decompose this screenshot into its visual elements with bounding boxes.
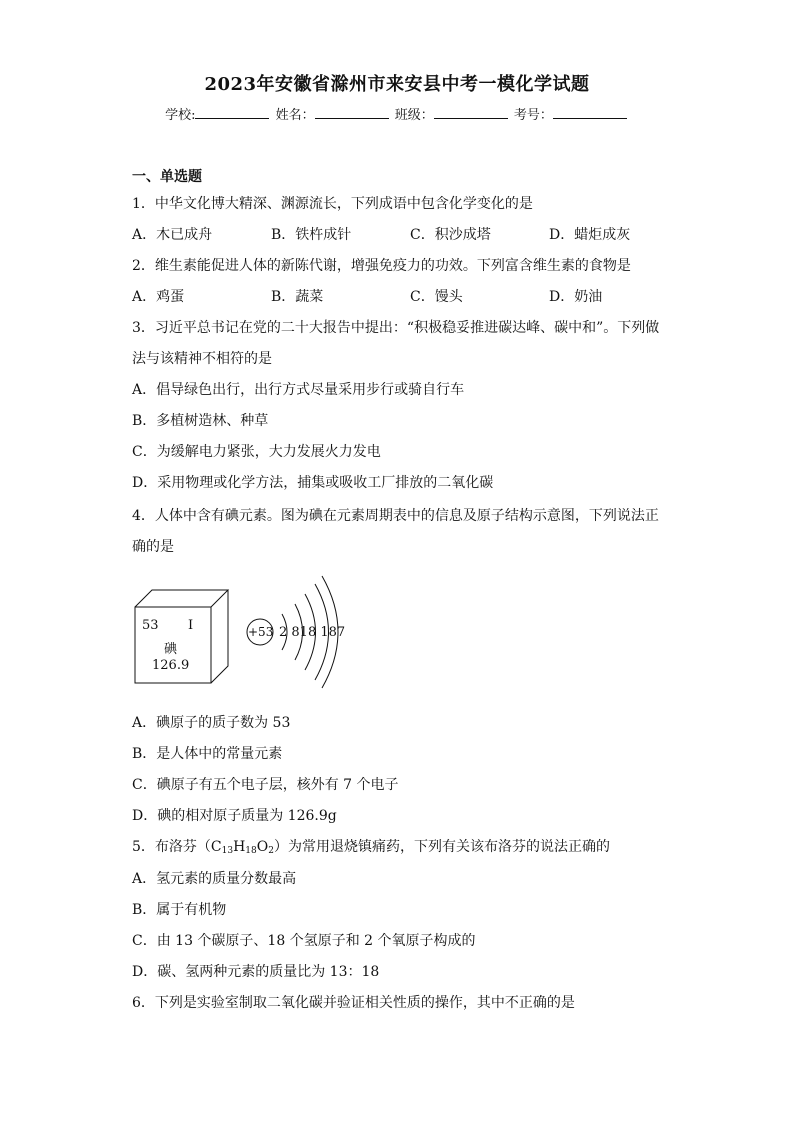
q1-option-a: A．木已成舟: [132, 227, 213, 243]
q1-stem: 1．中华文化博大精深、渊源流长，下列成语中包含化学变化的是: [132, 196, 533, 212]
q4-option-a: A．碘原子的质子数为 53: [132, 715, 291, 731]
name-blank: [315, 106, 389, 119]
q3-option-a: A．倡导绿色出行，出行方式尽量采用步行或骑自行车: [132, 382, 465, 398]
q5-sub-oxygen: 2: [268, 846, 274, 856]
q3-stem-line1: 3．习近平总书记在党的二十大报告中提出：“积极稳妥推进碳达峰、碳中和”。下列做: [132, 320, 660, 336]
element-name: 碘: [164, 642, 178, 657]
q4-option-b: B．是人体中的常量元素: [132, 746, 283, 762]
q2-stem: 2．维生素能促进人体的新陈代谢，增强免疫力的功效。下列富含维生素的食物是: [132, 258, 631, 274]
electron-counts: 2 818 187: [279, 625, 346, 640]
q2-options: [132, 286, 692, 306]
school-label: 学校:: [165, 108, 196, 123]
q5-option-c: C．由 13 个碳原子、18 个氢原子和 2 个氧原子构成的: [132, 933, 476, 949]
section-heading: 一、单选题: [132, 169, 202, 185]
q5-stem: [132, 836, 610, 856]
q1-options: [132, 224, 692, 244]
q5-option-a: A．氢元素的质量分数最高: [132, 871, 297, 887]
number-label: 考号：: [513, 108, 553, 123]
iodine-figure: [132, 570, 352, 695]
q5-option-b: B．属于有机物: [132, 902, 227, 918]
q3-option-c: C．为缓解电力紧张，大力发展火力发电: [132, 444, 381, 460]
class-label: 班级：: [394, 108, 434, 123]
q1-option-b: B．铁杵成针: [271, 227, 352, 243]
number-blank: [553, 106, 627, 119]
q3-option-d: D．采用物理或化学方法，捕集或吸收工厂排放的二氧化碳: [132, 475, 494, 491]
school-blank: [195, 106, 269, 119]
q5-option-d: D．碳、氢两种元素的质量比为 13：18: [132, 964, 380, 980]
exam-title: 2023年安徽省滁州市来安县中考一模化学试题: [204, 74, 590, 95]
atomic-mass: 126.9: [152, 658, 190, 673]
q5-sub-carbon: 13: [221, 846, 234, 856]
atomic-number: 53: [142, 618, 159, 633]
q3-option-b: B．多植树造林、种草: [132, 413, 269, 429]
q2-option-d: D．奶油: [549, 289, 603, 305]
q1-option-d: D．蜡炬成灰: [549, 227, 631, 243]
student-info-line: [0, 104, 794, 123]
class-blank: [434, 106, 508, 119]
q4-stem-line2: 确的是: [132, 539, 174, 555]
q6-stem: 6．下列是实验室制取二氧化碳并验证相关性质的操作，其中不正确的是: [132, 995, 575, 1011]
q5-stem-pre: 5．布洛芬（C: [132, 839, 222, 855]
q5-sub-hydrogen: 18: [245, 846, 257, 856]
q5-stem-post: ）为常用退烧镇痛药，下列有关该布洛芬的说法正确的: [273, 839, 610, 855]
q2-option-c: C．馒头: [410, 289, 463, 305]
q1-option-c: C．积沙成塔: [410, 227, 491, 243]
element-symbol: I: [188, 618, 194, 633]
q5-stem-o: O: [256, 839, 269, 855]
q4-stem-line1: 4．人体中含有碘元素。图为碘在元素周期表中的信息及原子结构示意图，下列说法正: [132, 508, 659, 524]
q2-option-b: B．蔬菜: [271, 289, 324, 305]
name-label: 姓名：: [275, 108, 315, 123]
q2-option-a: A．鸡蛋: [132, 289, 185, 305]
q4-option-d: D．碘的相对原子质量为 126.9g: [132, 808, 337, 824]
q3-stem-line2: 法与该精神不相符的是: [132, 351, 272, 367]
q5-stem-h: H: [233, 839, 246, 855]
nucleus-charge: +53: [248, 625, 274, 639]
q4-option-c: C．碘原子有五个电子层，核外有 7 个电子: [132, 777, 399, 793]
